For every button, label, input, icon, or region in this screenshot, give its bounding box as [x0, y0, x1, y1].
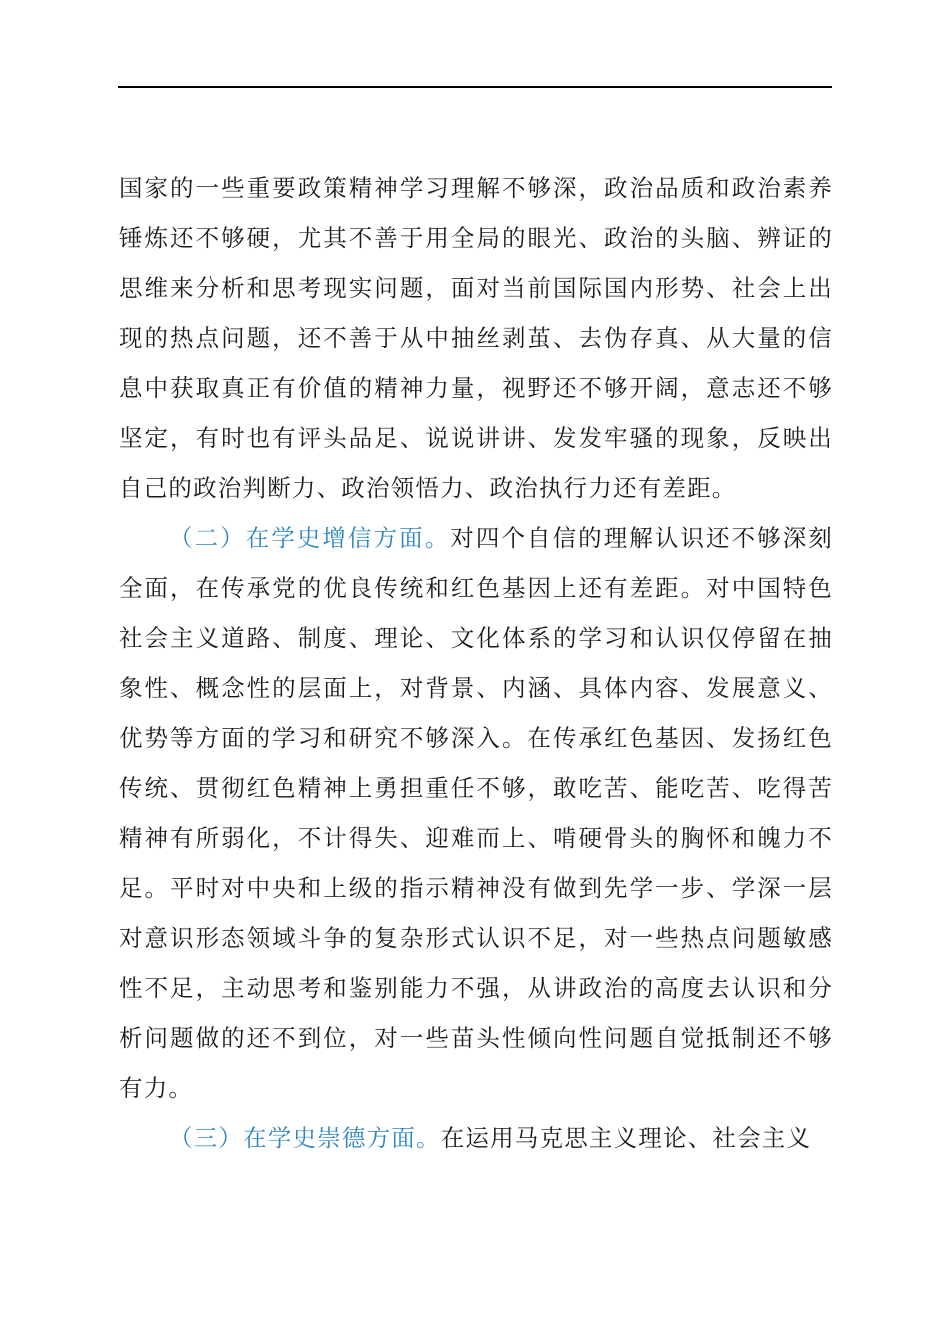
paragraph-2	[119, 513, 833, 1113]
paragraph-2-text: 对四个自信的理解认识还不够深刻全面，在传承党的优良传统和红色基因上还有差距。对中国特色社会主义道路、制度、理论、文化体系的学习和认识仅停留在抽象性、概念性的层面上，对背景、内涵、具体内容、发展意义、优势等方面的学习和研究不够深入。在传承红色基因、发扬红色传统、贯彻红色精神上勇担重任不够，敢吃苦、能吃苦、吃得苦精神有所弱化，不计得失、迎难而上、啃硬骨头的胸怀和魄力不足。平时对中央和上级的指示精神没有做到先学一步、学深一层对意识形态领域斗争的复杂形式认识不足，对一些热点问题敏感性不足，主动思考和鉴别能力不强，从讲政治的高度去认识和分析问题做的还不到位，对一些苗头性倾向性问题自觉抵制还不够有力。	[119, 524, 834, 1102]
header-rule	[118, 86, 832, 88]
document-body	[119, 163, 833, 1163]
section-heading-3: （三）在学史崇德方面。	[169, 1124, 441, 1152]
paragraph-1	[119, 163, 833, 513]
section-heading-2: （二）在学史增信方面。	[169, 524, 451, 552]
paragraph-3-text: 在运用马克思主义理论、社会主义	[440, 1124, 812, 1152]
paragraph-3	[119, 1113, 833, 1163]
paragraph-1-text: 国家的一些重要政策精神学习理解不够深，政治品质和政治素养锤炼还不够硬，尤其不善于用全局的眼光、政治的头脑、辨证的思维来分析和思考现实问题，面对当前国际国内形势、社会上出现的热点问题，还不善于从中抽丝剥茧、去伪存真、从大量的信息中获取真正有价值的精神力量，视野还不够开阔，意志还不够坚定，有时也有评头品足、说说讲讲、发发牢骚的现象，反映出自己的政治判断力、政治领悟力、政治执行力还有差距。	[119, 174, 833, 502]
